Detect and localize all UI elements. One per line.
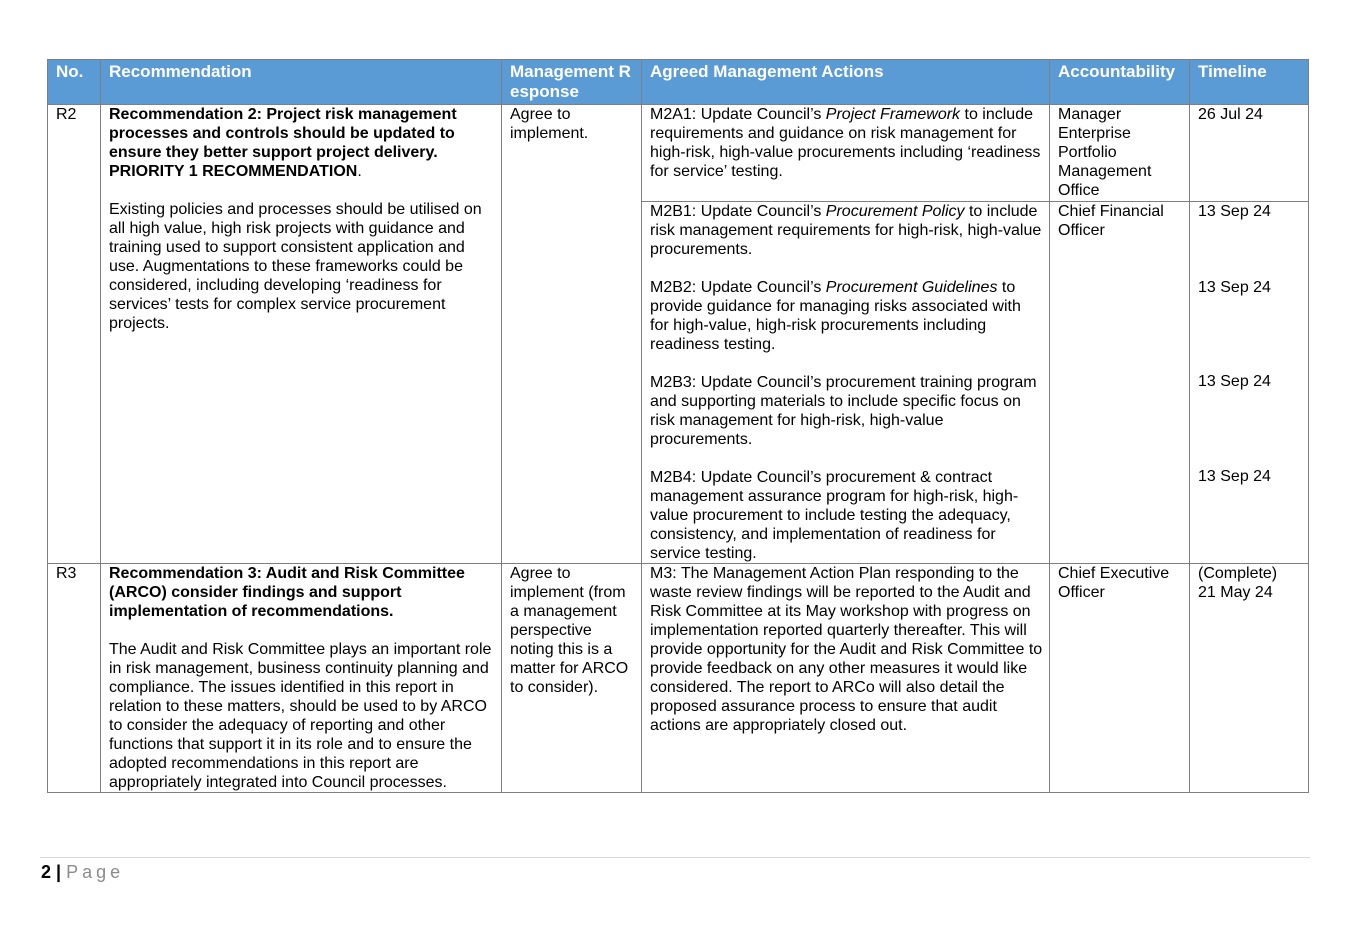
timeline-m2b xyxy=(1190,202,1309,564)
recommendation-r2-title: Recommendation 2: Project risk management processes and controls should be updated to ensure they better support project delivery. PRIORITY 1 RECOMMENDATION xyxy=(109,106,457,180)
row-number-r2: R2 xyxy=(48,105,101,564)
timeline-m2b3: 13 Sep 24 xyxy=(1198,373,1271,390)
table-header-row xyxy=(48,60,1309,105)
header-recommendation: Recommendation xyxy=(101,60,502,105)
timeline-m3 xyxy=(1190,564,1309,793)
action-m2b4: M2B4: Update Council’s procurement & contract management assurance program for high-risk, high-value procurement to include testing the adequacy, consistency, and implementation of readiness for service testing. xyxy=(650,469,1019,562)
recommendation-r3-body: The Audit and Risk Committee plays an important role in risk management, business continuity planning and compliance. The issues identified in this report in relation to these matters, should be used to by ARCO to consider the adequacy of reporting and other functions that support it in its role and to ensure the adopted recommendations in this report are appropriately integrated into Council processes. xyxy=(109,641,492,791)
action-m2a1-document: Project Framework xyxy=(825,106,961,123)
table-row-r2-a xyxy=(48,105,1309,202)
page-number: 2 xyxy=(41,862,52,882)
action-m2a1-text: to include requirements and guidance on risk management for high-risk, high-value procurements including ‘readiness for service’ testing. xyxy=(650,106,1041,180)
action-m2a1 xyxy=(642,105,1050,202)
timeline-m2b1: 13 Sep 24 xyxy=(1198,203,1271,220)
action-m2b1-document: Procurement Policy xyxy=(825,203,965,220)
header-timeline: Timeline xyxy=(1190,60,1309,105)
actions-m2b xyxy=(642,202,1050,564)
row-number-r3: R3 xyxy=(48,564,101,793)
action-m3: M3: The Management Action Plan responding to the waste review findings will be reported to the Audit and Risk Committee at its May workshop with progress on implementation reported quarterly thereafter. This will provide opportunity for the Audit and Risk Committee to provide feedback on any other measures it would like considered. The report to ARCo will also detail the proposed assurance process to ensure that audit actions are appropriately closed out. xyxy=(642,564,1050,793)
recommendation-r2-body: Existing policies and processes should be utilised on all high value, high risk projects with guidance and training used to support consistent application and use. Augmentations to these frameworks could be considered, including developing ‘readiness for services’ tests for complex service procurement projects. xyxy=(109,201,482,332)
action-m2b1-text: to include risk management requirements for high-risk, high-value procurements. xyxy=(650,203,1042,258)
timeline-m3-date: 21 May 24 xyxy=(1198,584,1273,601)
recommendation-r3-title: Recommendation 3: Audit and Risk Committee (ARCO) consider findings and support implementation of recommendations. xyxy=(109,565,465,620)
header-no: No. xyxy=(48,60,101,105)
action-m2b2 xyxy=(650,278,1043,354)
header-management-response: Management Response xyxy=(502,60,642,105)
timeline-m2a1: 26 Jul 24 xyxy=(1190,105,1309,202)
timeline-m2b4: 13 Sep 24 xyxy=(1198,468,1271,485)
action-m2b1 xyxy=(650,202,1043,259)
action-m2b1-prefix: M2B1: Update Council’s xyxy=(650,203,826,220)
header-agreed-actions: Agreed Management Actions xyxy=(642,60,1050,105)
page-footer xyxy=(41,862,124,883)
action-m2b2-text: to provide guidance for managing risks associated with for high-value, high-risk procurements including readiness testing. xyxy=(650,279,1021,353)
recommendation-r2 xyxy=(101,105,502,564)
recommendation-r2-title-dot: . xyxy=(357,163,362,180)
accountability-m2a1: Manager Enterprise Portfolio Management Office xyxy=(1050,105,1190,202)
footer-separator: | xyxy=(56,862,62,882)
management-response-r3: Agree to implement (from a management perspective noting this is a matter for ARCO to consider). xyxy=(502,564,642,793)
recommendations-table xyxy=(47,59,1309,793)
recommendation-r3 xyxy=(101,564,502,793)
footer-divider xyxy=(40,857,1310,858)
page-label: Page xyxy=(66,862,125,882)
header-accountability: Accountability xyxy=(1050,60,1190,105)
action-m2a1-prefix: M2A1: Update Council’s xyxy=(650,106,826,123)
action-m2b2-document: Procurement Guidelines xyxy=(825,279,998,296)
timeline-m2b2: 13 Sep 24 xyxy=(1198,279,1271,296)
action-m2b2-prefix: M2B2: Update Council’s xyxy=(650,279,826,296)
accountability-m3: Chief Executive Officer xyxy=(1050,564,1190,793)
action-m2b3: M2B3: Update Council’s procurement training program and supporting materials to include specific focus on risk management for high-risk, high-value procurements. xyxy=(650,374,1037,448)
accountability-m2b: Chief Financial Officer xyxy=(1050,202,1190,564)
management-response-r2: Agree to implement. xyxy=(502,105,642,564)
timeline-m3-status: (Complete) xyxy=(1198,565,1278,582)
table-row-r3 xyxy=(48,564,1309,793)
